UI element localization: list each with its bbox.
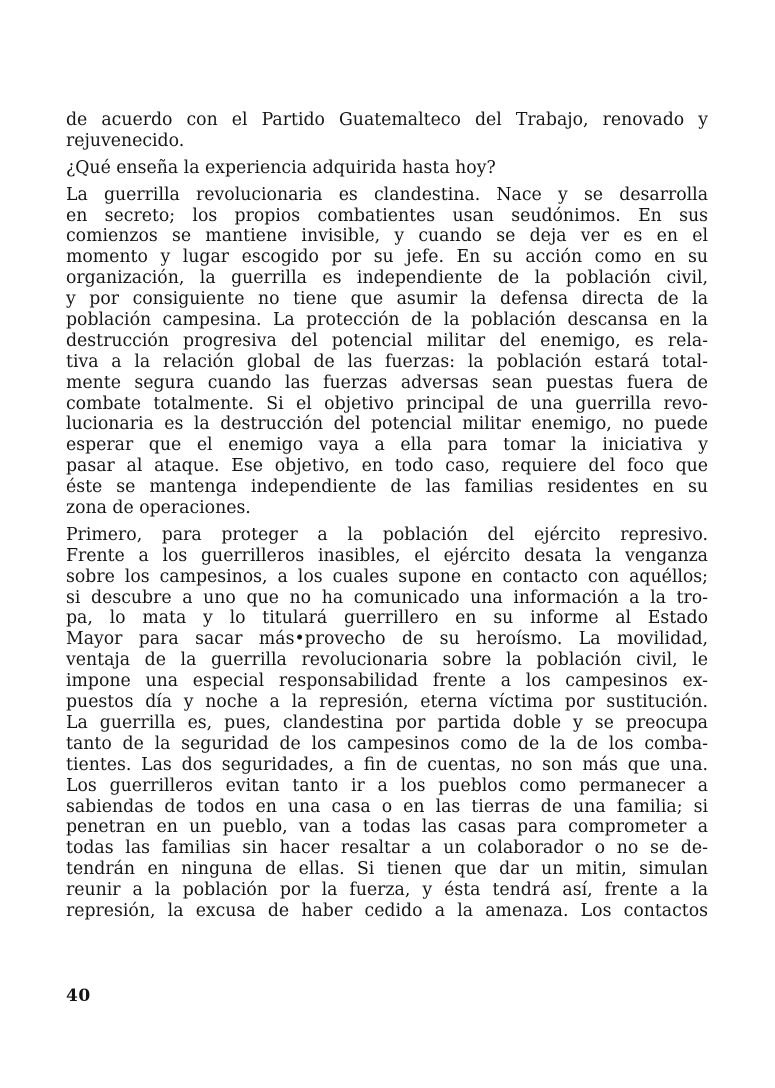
text-line: ¿Qué enseña la experiencia adquirida hasta hoy?	[66, 157, 496, 178]
text-line: esperar que el enemigo vaya a ella para tomar la iniciativa y	[66, 435, 708, 456]
text-line: y por consiguiente no tiene que asumir la defensa directa de la	[66, 289, 708, 310]
paragraph	[66, 525, 708, 922]
text-line: organización, la guerrilla es independiente de la población civil,	[66, 268, 708, 289]
paragraph	[66, 158, 708, 179]
text-line: tanto de la seguridad de los campesinos como de la de los comba-	[66, 733, 708, 754]
paragraph	[66, 110, 708, 152]
text-line: reunir a la población por la fuerza, y ésta tendrá así, frente a la	[66, 880, 708, 901]
text-line: ventaja de la guerrilla revolucionaria sobre la población civil, le	[66, 650, 708, 671]
text-line: todas las familias sin hacer resaltar a un colaborador o no se de-	[66, 838, 708, 859]
text-line: rejuvenecido.	[66, 130, 185, 151]
paragraph	[66, 185, 708, 519]
text-line: penetran en un pueblo, van a todas las casas para comprometer a	[66, 817, 708, 838]
text-line: Los guerrilleros evitan tanto ir a los pueblos como permanecer a	[66, 775, 708, 796]
text-line: sabiendas de todos en una casa o en las tierras de una familia; si	[66, 796, 708, 817]
text-line: Primero, para proteger a la población del ejército represivo.	[66, 524, 708, 545]
text-line: pasar al ataque. Ese objetivo, en todo caso, requiere del foco que	[66, 456, 708, 477]
text-line: sobre los campesinos, a los cuales supone en contacto con aquéllos;	[66, 566, 708, 587]
text-line: La guerrilla es, pues, clandestina por partida doble y se preocupa	[66, 712, 708, 733]
text-line: represión, la excusa de haber cedido a la amenaza. Los contactos	[66, 900, 708, 921]
text-line: Mayor para sacar más•provecho de su heroísmo. La movilidad,	[66, 629, 708, 650]
text-line: zona de operaciones.	[66, 498, 251, 519]
text-line: éste se mantenga independiente de las familias residentes en su	[66, 477, 708, 498]
text-line: momento y lugar escogido por su jefe. En su acción como en su	[66, 247, 708, 268]
text-line: La guerrilla revolucionaria es clandestina. Nace y se desarrolla	[66, 184, 708, 205]
text-line: combate totalmente. Si el objetivo principal de una guerrilla revo-	[66, 393, 708, 414]
text-line: tientes. Las dos seguridades, a fin de cuentas, no son más que una.	[66, 754, 708, 775]
body-text	[66, 110, 708, 922]
text-line: puestos día y noche a la represión, eterna víctima por sustitución.	[66, 692, 708, 713]
text-line: tendrán en ninguna de ellas. Si tienen que dar un mitin, simulan	[66, 859, 708, 880]
text-line: lucionaria es la destrucción del potencial militar enemigo, no puede	[66, 414, 708, 435]
text-line: destrucción progresiva del potencial militar del enemigo, es rela-	[66, 330, 708, 351]
text-line: de acuerdo con el Partido Guatemalteco del Trabajo, renovado y	[66, 110, 708, 130]
text-line: impone una especial responsabilidad frente a los campesinos ex-	[66, 671, 708, 692]
text-line: si descubre a uno que no ha comunicado una información a la tro-	[66, 587, 708, 608]
text-line: pa, lo mata y lo titulará guerrillero en su informe al Estado	[66, 608, 708, 629]
page-number: 40	[66, 986, 91, 1006]
text-line: comienzos se mantiene invisible, y cuando se deja ver es en el	[66, 226, 708, 247]
text-line: mente segura cuando las fuerzas adversas sean puestas fuera de	[66, 372, 708, 393]
text-line: Frente a los guerrilleros inasibles, el ejército desata la venganza	[66, 545, 708, 566]
text-line: en secreto; los propios combatientes usan seudónimos. En sus	[66, 205, 708, 226]
text-line: población campesina. La protección de la población descansa en la	[66, 310, 708, 331]
text-line: tiva a la relación global de las fuerzas: la población estará total-	[66, 351, 708, 372]
